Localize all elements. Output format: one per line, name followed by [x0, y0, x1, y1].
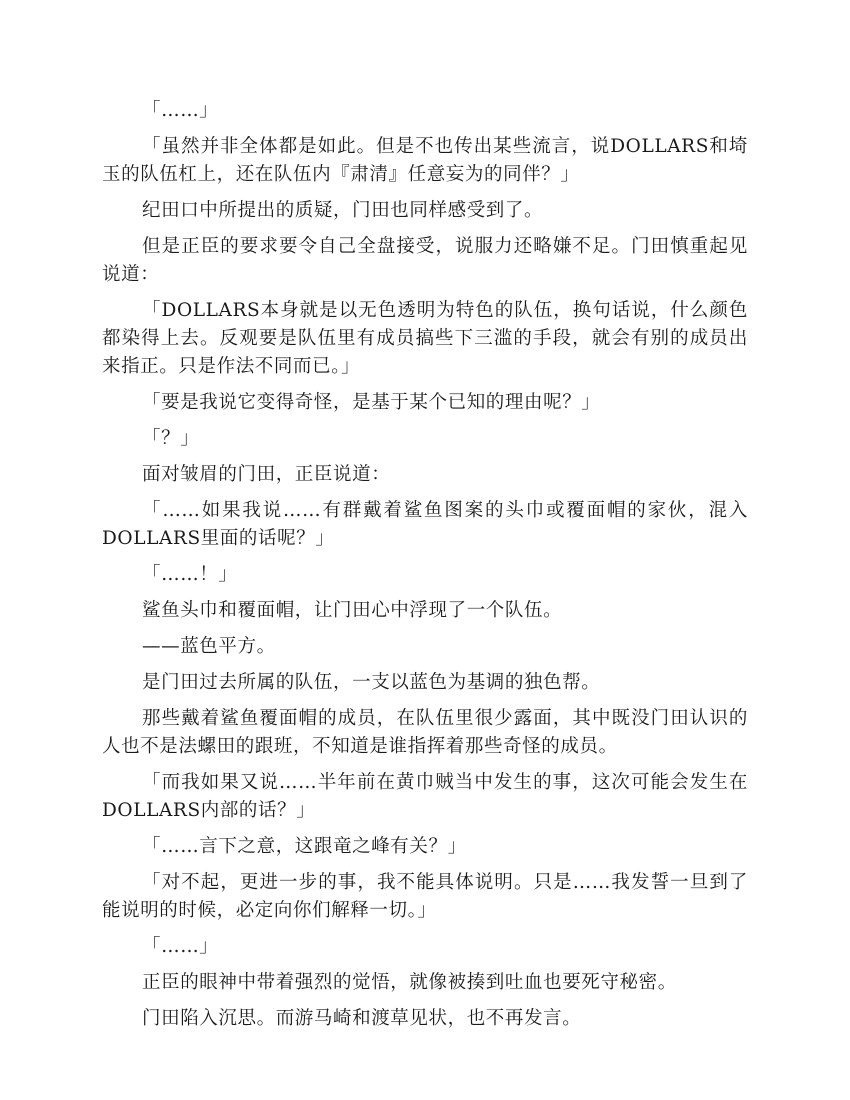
paragraph: 「对不起，更进一步的事，我不能具体说明。只是……我发誓一旦到了能说明的时候，必定向你们解释一切。」: [102, 872, 748, 921]
paragraph: 「……！」: [142, 564, 238, 585]
paragraph: 面对皱眉的门田，正臣说道：: [142, 464, 391, 485]
paragraph: 「要是我说它变得奇怪，是基于某个已知的理由呢？」: [142, 392, 601, 413]
paragraph: 门田陷入沉思。而游马崎和渡草见状，也不再发言。: [142, 1008, 582, 1029]
paragraph: 纪田口中所提出的质疑，门田也同样感受到了。: [142, 200, 544, 221]
paragraph: 「DOLLARS本身就是以无色透明为特色的队伍，换句话说，什么颜色都染得上去。反观要是队伍里有成员搞些下三滥的手段，就会有别的成员出来指正。只是作法不同而已。」: [102, 300, 748, 377]
paragraph: 「……如果我说……有群戴着鲨鱼图案的头巾或覆面帽的家伙，混入DOLLARS里面的话呢？」: [102, 500, 748, 549]
paragraph: 「……言下之意，这跟竜之峰有关？」: [142, 836, 467, 857]
paragraph: 正臣的眼神中带着强烈的觉悟，就像被揍到吐血也要死守秘密。: [142, 972, 677, 993]
paragraph: ——蓝色平方。: [142, 636, 276, 657]
paragraph: 鲨鱼头巾和覆面帽，让门田心中浮现了一个队伍。: [142, 600, 563, 621]
paragraph: 那些戴着鲨鱼覆面帽的成员，在队伍里很少露面，其中既没门田认识的人也不是法螺田的跟班，不知道是谁指挥着那些奇怪的成员。: [102, 708, 748, 757]
paragraph: 「？」: [142, 428, 200, 449]
paragraph: 「而我如果又说……半年前在黄巾贼当中发生的事，这次可能会发生在DOLLARS内部的话？」: [102, 772, 748, 821]
paragraph: 是门田过去所属的队伍，一支以蓝色为基调的独色帮。: [142, 672, 601, 693]
paragraph: 「……」: [142, 936, 219, 957]
document-page: [102, 97, 748, 1041]
paragraph: 「虽然并非全体都是如此。但是不也传出某些流言，说DOLLARS和埼玉的队伍杠上，还在队伍内『肃清』任意妄为的同伴？」: [102, 136, 748, 185]
paragraph: 但是正臣的要求要令自己全盘接受，说服力还略嫌不足。门田慎重起见说道：: [102, 236, 748, 285]
paragraph: 「……」: [142, 100, 219, 121]
